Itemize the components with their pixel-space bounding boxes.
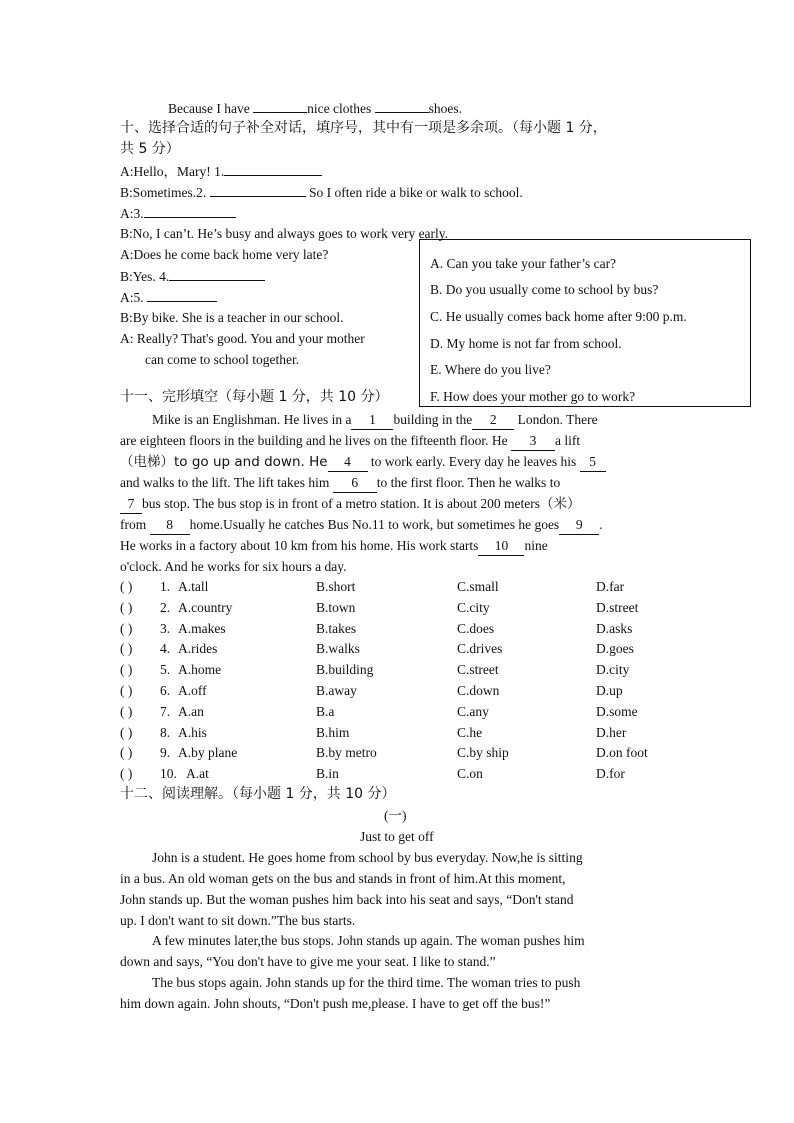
choice-a: A.rides [178,641,218,656]
choice-a: A.his [178,725,207,740]
cloze-blank-10[interactable]: 10 [478,537,524,556]
choice-d: D.street [596,600,639,615]
dialog-line: B:No, I can’t. He’s busy and always goes to work very early. [120,226,449,241]
passage-text: home.Usually he catches Bus No.11 to work, but sometimes he goes [189,517,560,532]
choice-b: B.by metro [316,745,377,760]
options-box [419,239,751,407]
passage-text: bus stop. The bus stop is in front of a metro station. It is about 200 meters（米） [142,496,581,511]
choice-a: A.home [178,662,222,677]
choice-d: D.on foot [596,745,648,760]
cloze-blank-8[interactable]: 8 [150,516,190,535]
option-f: F. How does your mother go to work? [430,389,636,404]
cloze-blank-1[interactable]: 1 [351,411,393,430]
section-11-title: 十一、完形填空（每小题 1 分，共 10 分） [120,389,389,405]
choice-a: A.at [186,766,209,781]
story-line: The bus stops again. John stands up for the third time. The woman tries to push [152,975,581,990]
answer-blank[interactable] [253,97,307,113]
passage-text: He works in a factory about 10 km from his home. His work starts [120,538,479,553]
choice-d: D.city [596,662,630,677]
answer-blank-1[interactable] [224,160,322,176]
cloze-blank-3[interactable]: 3 [511,432,555,451]
passage-line [120,535,548,556]
answer-blank-5[interactable] [147,286,217,302]
answer-paren[interactable]: ( ) [120,704,133,719]
story-title: Just to get off [360,829,434,844]
dialog-line: B:By bike. She is a teacher in our school. [120,310,344,325]
answer-paren[interactable]: ( ) [120,641,133,656]
dialog-line [120,265,265,287]
choice-a: A.by plane [178,745,238,760]
passage-text: building in the [393,412,473,427]
question-number: 3. [160,621,171,636]
passage-text: to the first floor. Then he walks to [376,475,561,490]
question-number: 8. [160,725,171,740]
dialog-line: A: Really? That's good. You and your mother [120,331,365,346]
passage-text: London. There [514,412,598,427]
question-number: 2. [160,600,171,615]
answer-blank-4[interactable] [169,265,265,281]
dialog-line [120,202,236,224]
choice-b: B.takes [316,621,357,636]
answer-paren[interactable]: ( ) [120,662,133,677]
choice-d: D.for [596,766,625,781]
passage-line: o'clock. And he works for six hours a day. [120,559,347,574]
choice-d: D.her [596,725,627,740]
choice-c: C.down [457,683,500,698]
section-10-title: 十、选择合适的句子补全对话，填序号，其中有一项是多余项。（每小题 1 分， [120,120,607,136]
passage-line [120,451,606,473]
cloze-blank-7[interactable]: 7 [120,495,142,514]
dialog-line: A:Does he come back home very late? [120,247,329,262]
story-line: in a bus. An old woman gets on the bus and stands in front of him.At this moment, [120,871,566,886]
choice-c: C.any [457,704,489,719]
choice-c: C.on [457,766,483,781]
dialog-text: B:Yes. 4. [120,269,170,284]
dialog-text: A:3. [120,206,144,221]
cloze-blank-5[interactable]: 5 [580,453,606,472]
choice-b: B.in [316,766,339,781]
dialog-text: A:Hello，Mary! 1. [120,164,225,179]
answer-paren[interactable]: ( ) [120,600,133,615]
choice-d: D.asks [596,621,633,636]
passage-text: nine [524,538,548,553]
sentence-text: shoes. [428,101,462,116]
choice-c: C.city [457,600,490,615]
question-number: 5. [160,662,171,677]
dialog-line [120,181,523,203]
choice-b: B.short [316,579,356,594]
story-line: John is a student. He goes home from school by bus everyday. Now,he is sitting [152,850,583,865]
story-line: down and says, “You don't have to give me your seat. I like to stand.” [120,954,496,969]
option-e: E. Where do you live? [430,362,551,377]
choice-b: B.town [316,600,356,615]
passage-text: a lift [555,433,581,448]
passage-line [120,430,580,451]
option-b: B. Do you usually come to school by bus? [430,282,659,297]
story-line: A few minutes later,the bus stops. John stands up again. The woman pushes him [152,933,585,948]
section-12-title: 十二、阅读理解。（每小题 1 分，共 10 分） [120,786,396,802]
question-number: 9. [160,745,171,760]
story-line: John stands up. But the woman pushes him back into his seat and says, “Don't stand [120,892,574,907]
choice-a: A.makes [178,621,226,636]
answer-blank-3[interactable] [144,202,236,218]
choice-d: D.up [596,683,623,698]
passage-text: Mike is an Englishman. He lives in a [152,412,352,427]
choice-d: D.far [596,579,625,594]
choice-a: A.country [178,600,233,615]
question-number: 10. [160,766,177,781]
passage-line [120,472,560,493]
option-d: D. My home is not far from school. [430,336,622,351]
choice-c: C.does [457,621,495,636]
dialog-line [120,286,217,308]
choice-c: C.by ship [457,745,509,760]
choice-c: C.drives [457,641,503,656]
passage-text: are eighteen floors in the building and he lives on the fifteenth floor. He [120,433,512,448]
cloze-blank-4[interactable]: 4 [328,453,368,472]
answer-paren[interactable]: ( ) [120,683,133,698]
passage-text: . [599,517,603,532]
choice-c: C.street [457,662,499,677]
dialog-text: So I often ride a bike or walk to school. [305,185,523,200]
question-number: 6. [160,683,171,698]
choice-b: B.walks [316,641,360,656]
choice-b: B.a [316,704,335,719]
choice-d: D.some [596,704,638,719]
choice-a: A.tall [178,579,209,594]
answer-paren[interactable]: ( ) [120,725,133,740]
option-a: A. Can you take your father’s car? [430,256,617,271]
dialog-text: B:Sometimes.2. [120,185,210,200]
choice-c: C.small [457,579,499,594]
passage-text: （电梯）to go up and down. He [120,454,328,470]
passage-text: from [120,517,150,532]
dialog-line [120,160,322,182]
cloze-blank-9[interactable]: 9 [559,516,599,535]
choice-b: B.away [316,683,357,698]
fill-sentence [168,97,462,119]
answer-blank[interactable] [375,97,429,113]
answer-paren[interactable]: ( ) [120,766,133,781]
question-number: 4. [160,641,171,656]
story-line: him down again. John shouts, “Don't push me,please. I have to get off the bus!” [120,996,551,1011]
cloze-blank-2[interactable]: 2 [472,411,514,430]
answer-paren[interactable]: ( ) [120,745,133,760]
option-c: C. He usually comes back home after 9:00 p.m. [430,309,687,324]
section-10-title-cont: 共 5 分） [120,141,180,157]
passage-text: to work early. Every day he leaves his [367,454,580,469]
choice-b: B.him [316,725,350,740]
passage-line [120,493,580,514]
passage-text: and walks to the lift. The lift takes him [120,475,333,490]
sentence-text: nice clothes [307,101,375,116]
question-number: 1. [160,579,171,594]
story-line: up. I don't want to sit down.”The bus starts. [120,913,356,928]
answer-paren[interactable]: ( ) [120,579,133,594]
dialog-line: can come to school together. [145,352,300,367]
passage-line [152,409,598,430]
passage-line [120,514,603,535]
dialog-text: A:5. [120,290,147,305]
choice-c: C.he [457,725,483,740]
answer-paren[interactable]: ( ) [120,621,133,636]
answer-blank-2[interactable] [210,181,306,197]
choice-a: A.an [178,704,204,719]
choice-d: D.goes [596,641,634,656]
question-number: 7. [160,704,171,719]
choice-b: B.building [316,662,374,677]
reading-part-number: (一) [384,808,407,823]
cloze-blank-6[interactable]: 6 [333,474,377,493]
sentence-text: Because I have [168,101,254,116]
choice-a: A.off [178,683,207,698]
